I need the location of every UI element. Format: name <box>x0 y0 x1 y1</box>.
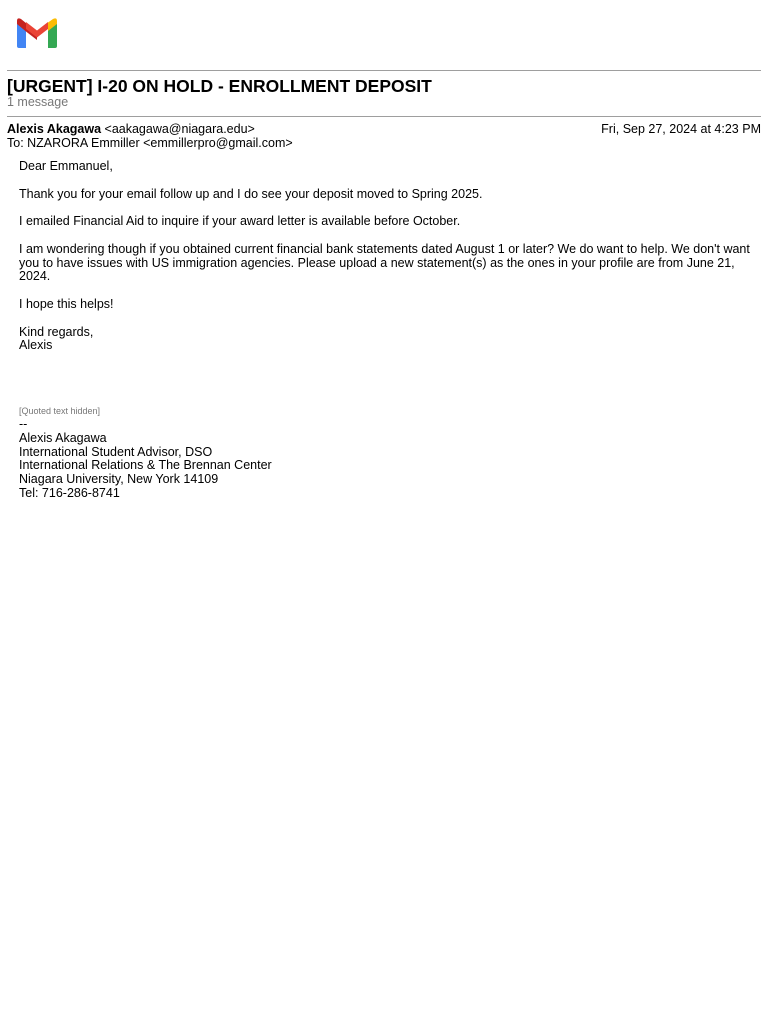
message-count: 1 message <box>7 95 69 109</box>
greeting: Dear Emmanuel, <box>19 159 113 173</box>
closing-name: Alexis <box>19 338 53 353</box>
body-paragraph: I emailed Financial Aid to inquire if your award letter is available before October. <box>19 214 461 229</box>
closing: Kind regards, <box>19 324 94 339</box>
header-divider <box>7 70 761 71</box>
signature-title: International Student Advisor, DSO <box>19 444 213 459</box>
body-paragraph: I hope this helps! <box>19 296 114 311</box>
body-paragraph: I am wondering though if you obtained current financial bank statements dated August 1 or later? We do want to help. We don't want you to have issues with US immigration agencies. Please upload a new statement(s) as the ones in your profile are from June 21, 2024. <box>19 241 750 284</box>
quoted-text-toggle[interactable]: [Quoted text hidden] <box>19 406 101 416</box>
signature-name: Alexis Akagawa <box>19 430 107 445</box>
subject-divider <box>7 116 761 117</box>
signature-separator: -- <box>19 417 28 431</box>
email-subject: [URGENT] I-20 ON HOLD - ENROLLMENT DEPOSIT <box>7 76 432 96</box>
email-body <box>19 160 755 353</box>
sender-line <box>7 122 255 136</box>
gmail-logo-icon <box>17 18 57 48</box>
signature-phone: Tel: 716-286-8741 <box>19 485 120 500</box>
recipient-line: To: NZARORA Emmiller <emmillerpro@gmail.com> <box>7 136 293 150</box>
signature-location: Niagara University, New York 14109 <box>19 472 219 487</box>
signature <box>19 418 272 501</box>
email-date: Fri, Sep 27, 2024 at 4:23 PM <box>601 122 761 136</box>
sender-name: Alexis Akagawa <box>7 122 102 136</box>
body-paragraph: Thank you for your email follow up and I do see your deposit moved to Spring 2025. <box>19 186 483 201</box>
sender-email[interactable]: <aakagawa@niagara.edu> <box>104 122 255 136</box>
signature-department: International Relations & The Brennan Center <box>19 458 272 473</box>
